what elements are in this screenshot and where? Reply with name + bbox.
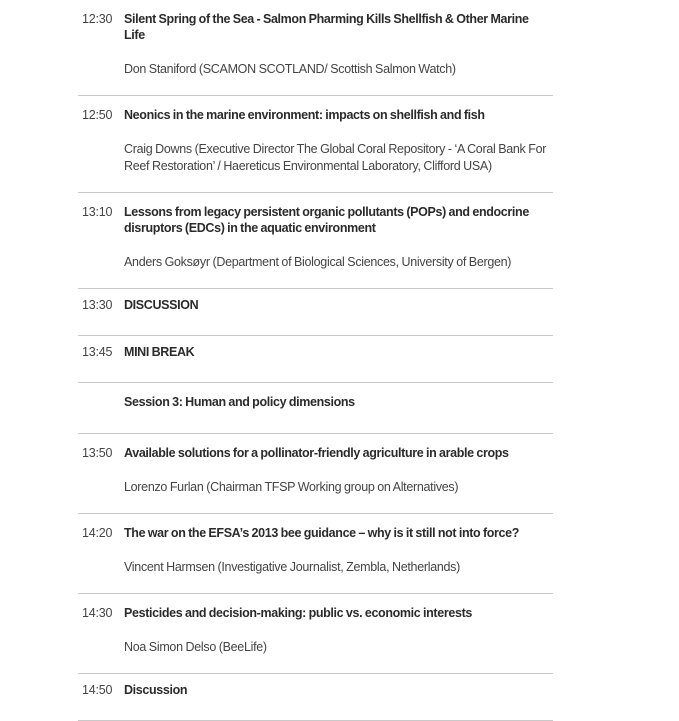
- agenda-row: [78, 193, 553, 289]
- agenda-title: Pesticides and decision-making: public vs. economic interests: [124, 606, 472, 620]
- agenda-title: Available solutions for a pollinator-friendly agriculture in arable crops: [124, 446, 509, 460]
- agenda-content: [124, 107, 553, 175]
- agenda-content: [124, 394, 553, 410]
- agenda-row: [78, 674, 553, 721]
- agenda-time: 14:30: [82, 606, 113, 620]
- agenda-time: 13:10: [82, 205, 113, 219]
- agenda-speaker: Noa Simon Delso (BeeLife): [124, 640, 267, 654]
- agenda-time: 13:50: [82, 446, 113, 460]
- agenda-row: [78, 514, 553, 594]
- agenda-title: DISCUSSION: [124, 298, 199, 312]
- agenda-time: 14:20: [82, 526, 113, 540]
- agenda-content: [124, 525, 553, 576]
- agenda-speaker: Craig Downs (Executive Director The Global Coral Repository - ‘A Coral Bank For Reef Restoration’ / Haereticus Environmental Laboratory, Clifford USA): [124, 142, 547, 173]
- agenda-title: Neonics in the marine environment: impacts on shellfish and fish: [124, 108, 485, 122]
- agenda-row: [78, 434, 553, 514]
- agenda-speaker: Anders Goksøyr (Department of Biological Sciences, University of Bergen): [124, 255, 512, 269]
- agenda-time: 14:50: [82, 683, 113, 697]
- agenda-time: 13:45: [82, 345, 113, 359]
- agenda-row: [78, 0, 553, 96]
- agenda-title: MINI BREAK: [124, 345, 195, 359]
- agenda-row: [78, 594, 553, 674]
- agenda-row: [78, 289, 553, 336]
- agenda-content: [124, 297, 553, 313]
- agenda-title: Discussion: [124, 683, 188, 697]
- agenda-content: [124, 605, 553, 656]
- agenda-content: [124, 344, 553, 360]
- agenda-speaker: Don Staniford (SCAMON SCOTLAND/ Scottish Salmon Watch): [124, 62, 456, 76]
- agenda-title: The war on the EFSA’s 2013 bee guidance – why is it still not into force?: [124, 526, 520, 540]
- agenda-content: [124, 682, 553, 698]
- agenda-title: Silent Spring of the Sea - Salmon Pharming Kills Shellfish & Other Marine Life: [124, 12, 529, 42]
- agenda-content: [124, 204, 553, 271]
- agenda-title: Lessons from legacy persistent organic pollutants (POPs) and endocrine disruptors (EDCs) in the aquatic environment: [124, 205, 529, 235]
- agenda-time: [78, 394, 124, 410]
- agenda-content: [124, 445, 553, 496]
- agenda-time: 12:30: [82, 12, 113, 26]
- agenda-content: [124, 11, 553, 78]
- agenda-speaker: Lorenzo Furlan (Chairman TFSP Working group on Alternatives): [124, 480, 459, 494]
- agenda-row: [78, 336, 553, 383]
- session-heading-row: [78, 383, 553, 434]
- agenda-row: [78, 96, 553, 193]
- agenda-time: 13:30: [82, 298, 113, 312]
- agenda-time: 12:50: [82, 108, 113, 122]
- session-title: Session 3: Human and policy dimensions: [124, 395, 355, 409]
- agenda-table: [78, 0, 553, 721]
- agenda-speaker: Vincent Harmsen (Investigative Journalist, Zembla, Netherlands): [124, 560, 460, 574]
